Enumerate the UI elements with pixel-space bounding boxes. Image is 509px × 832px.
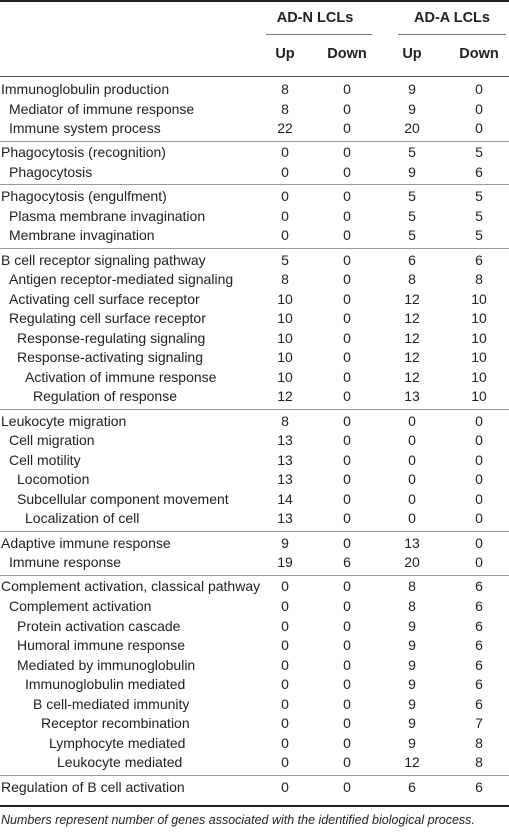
cell-ad-a-down: 6	[475, 578, 483, 595]
cell-ad-a-up: 8	[408, 578, 416, 595]
row-label: Regulation of response	[33, 388, 177, 405]
cell-ad-a-up: 12	[404, 754, 420, 771]
cell-ad-a-down: 6	[475, 637, 483, 654]
cell-ad-a-down: 10	[471, 310, 487, 327]
group-separator	[0, 409, 509, 410]
cell-ad-a-up: 0	[408, 510, 416, 527]
cell-ad-n-down: 0	[343, 310, 351, 327]
cell-ad-n-down: 0	[343, 120, 351, 137]
cell-ad-a-down: 6	[475, 251, 483, 268]
cell-ad-a-down: 0	[475, 490, 483, 507]
cell-ad-a-up: 5	[408, 207, 416, 224]
cell-ad-n-down: 0	[343, 329, 351, 346]
cell-ad-a-up: 0	[408, 451, 416, 468]
cell-ad-n-up: 13	[277, 510, 293, 527]
group-separator	[0, 531, 509, 532]
cell-ad-n-down: 0	[343, 388, 351, 405]
cell-ad-n-down: 0	[343, 271, 351, 288]
cell-ad-a-down: 0	[475, 120, 483, 137]
cell-ad-n-up: 0	[281, 754, 289, 771]
cell-ad-n-down: 0	[343, 597, 351, 614]
cell-ad-n-down: 0	[343, 207, 351, 224]
cell-ad-a-up: 13	[404, 534, 420, 551]
row-label: Receptor recombination	[41, 715, 190, 732]
header-ad-a-down: Down	[459, 46, 499, 62]
group-separator	[0, 141, 509, 142]
table-row	[0, 81, 509, 100]
table-row	[0, 779, 509, 798]
cell-ad-n-down: 0	[343, 510, 351, 527]
row-label: Phagocytosis (recognition)	[1, 144, 166, 161]
cell-ad-a-down: 5	[475, 188, 483, 205]
cell-ad-n-up: 10	[277, 290, 293, 307]
table-footnote: Numbers represent number of genes associated with the identified biological process.	[1, 813, 475, 827]
cell-ad-n-up: 12	[277, 388, 293, 405]
row-label: Lymphocyte mediated	[49, 734, 186, 751]
cell-ad-n-down: 0	[343, 676, 351, 693]
cell-ad-n-up: 0	[281, 676, 289, 693]
table-row	[0, 413, 509, 432]
cell-ad-a-up: 9	[408, 617, 416, 634]
table-row	[0, 578, 509, 597]
group-separator	[0, 248, 509, 249]
group-separator	[0, 575, 509, 576]
cell-ad-n-up: 10	[277, 368, 293, 385]
table-row	[0, 754, 509, 773]
cell-ad-a-down: 5	[475, 227, 483, 244]
cell-ad-a-down: 10	[471, 329, 487, 346]
cell-ad-n-down: 0	[343, 144, 351, 161]
table-row	[0, 330, 509, 349]
cell-ad-a-down: 0	[475, 471, 483, 488]
cell-ad-n-up: 0	[281, 695, 289, 712]
table-row	[0, 271, 509, 290]
cell-ad-n-down: 0	[343, 251, 351, 268]
cell-ad-n-down: 0	[343, 754, 351, 771]
table-bottom-rule	[0, 805, 509, 807]
cell-ad-n-up: 5	[281, 251, 289, 268]
cell-ad-n-down: 0	[343, 163, 351, 180]
row-label: Immunoglobulin mediated	[25, 676, 186, 693]
table-row	[0, 208, 509, 227]
cell-ad-n-down: 0	[343, 290, 351, 307]
table-row	[0, 554, 509, 573]
cell-ad-n-down: 0	[343, 778, 351, 795]
cell-ad-a-up: 12	[404, 290, 420, 307]
cell-ad-n-up: 10	[277, 329, 293, 346]
row-label: Localization of cell	[25, 510, 140, 527]
group-separator	[0, 184, 509, 185]
header-bottom-rule	[0, 76, 509, 77]
cell-ad-a-down: 5	[475, 144, 483, 161]
header-group-ad-n-underline	[266, 34, 372, 35]
cell-ad-a-up: 9	[408, 695, 416, 712]
cell-ad-a-up: 5	[408, 144, 416, 161]
cell-ad-n-up: 0	[281, 715, 289, 732]
table-row	[0, 101, 509, 120]
table-row	[0, 164, 509, 183]
cell-ad-n-down: 0	[343, 188, 351, 205]
row-label: Antigen receptor-mediated signaling	[9, 271, 234, 288]
row-label: Leukocyte migration	[1, 412, 127, 429]
row-label: Activation of immune response	[25, 368, 217, 385]
cell-ad-a-down: 6	[475, 676, 483, 693]
header-group-ad-a: AD-A LCLs	[414, 10, 490, 26]
row-label: Plasma membrane invagination	[9, 207, 206, 224]
row-label: Subcellular component movement	[17, 490, 229, 507]
row-label: Immune system process	[9, 120, 161, 137]
cell-ad-a-up: 9	[408, 81, 416, 97]
header-group-ad-n: AD-N LCLs	[276, 10, 354, 26]
cell-ad-n-up: 0	[281, 188, 289, 205]
cell-ad-n-up: 10	[277, 310, 293, 327]
table-row	[0, 510, 509, 529]
cell-ad-a-down: 0	[475, 451, 483, 468]
row-label: B cell receptor signaling pathway	[1, 251, 206, 268]
row-label: Membrane invagination	[9, 227, 155, 244]
cell-ad-a-down: 0	[475, 534, 483, 551]
cell-ad-n-up: 0	[281, 597, 289, 614]
cell-ad-a-down: 0	[475, 554, 483, 571]
row-label: Cell motility	[9, 451, 81, 468]
cell-ad-a-up: 20	[404, 554, 420, 571]
table-row	[0, 188, 509, 207]
cell-ad-a-down: 8	[475, 734, 483, 751]
cell-ad-a-down: 0	[475, 432, 483, 449]
cell-ad-n-up: 22	[277, 120, 293, 137]
row-label: Humoral immune response	[17, 637, 186, 654]
table-row	[0, 535, 509, 554]
table-row	[0, 471, 509, 490]
row-label: Complement activation, classical pathway	[1, 578, 261, 595]
cell-ad-n-up: 0	[281, 734, 289, 751]
cell-ad-a-up: 0	[408, 471, 416, 488]
header-ad-n-down: Down	[327, 46, 367, 62]
row-label: Phagocytosis (engulfment)	[1, 188, 167, 205]
table-row	[0, 735, 509, 754]
cell-ad-n-down: 0	[343, 349, 351, 366]
cell-ad-n-down: 0	[343, 81, 351, 97]
row-label: Regulating cell surface receptor	[9, 310, 206, 327]
cell-ad-n-up: 0	[281, 656, 289, 673]
cell-ad-a-down: 10	[471, 388, 487, 405]
cell-ad-a-down: 10	[471, 368, 487, 385]
row-label: B cell-mediated immunity	[33, 695, 190, 712]
cell-ad-a-down: 6	[475, 778, 483, 795]
cell-ad-n-up: 0	[281, 578, 289, 595]
cell-ad-a-down: 6	[475, 163, 483, 180]
table-row	[0, 291, 509, 310]
table-row	[0, 676, 509, 695]
row-label: Locomotion	[17, 471, 90, 488]
cell-ad-a-up: 6	[408, 778, 416, 795]
cell-ad-a-up: 9	[408, 734, 416, 751]
cell-ad-n-down: 0	[343, 490, 351, 507]
cell-ad-n-up: 0	[281, 207, 289, 224]
table-row	[0, 618, 509, 637]
cell-ad-n-up: 8	[281, 271, 289, 288]
cell-ad-a-down: 6	[475, 597, 483, 614]
cell-ad-a-down: 10	[471, 349, 487, 366]
cell-ad-a-up: 20	[404, 120, 420, 137]
cell-ad-n-down: 0	[343, 412, 351, 429]
row-label: Adaptive immune response	[1, 534, 171, 551]
cell-ad-n-down: 0	[343, 368, 351, 385]
row-label: Complement activation	[9, 597, 152, 614]
table-row	[0, 227, 509, 246]
row-label: Activating cell surface receptor	[9, 290, 200, 307]
cell-ad-n-up: 0	[281, 778, 289, 795]
cell-ad-a-up: 8	[408, 271, 416, 288]
table-row	[0, 252, 509, 271]
table-row	[0, 696, 509, 715]
cell-ad-a-up: 13	[404, 388, 420, 405]
cell-ad-n-up: 9	[281, 534, 289, 551]
cell-ad-a-up: 12	[404, 329, 420, 346]
cell-ad-n-up: 0	[281, 144, 289, 161]
cell-ad-a-down: 6	[475, 695, 483, 712]
cell-ad-n-down: 0	[343, 471, 351, 488]
cell-ad-a-down: 7	[475, 715, 483, 732]
cell-ad-n-up: 0	[281, 163, 289, 180]
cell-ad-a-up: 5	[408, 188, 416, 205]
cell-ad-n-down: 0	[343, 656, 351, 673]
cell-ad-a-up: 9	[408, 715, 416, 732]
cell-ad-a-up: 12	[404, 349, 420, 366]
cell-ad-n-up: 13	[277, 432, 293, 449]
table-row	[0, 349, 509, 368]
cell-ad-a-up: 12	[404, 310, 420, 327]
row-label: Immune response	[9, 554, 122, 571]
cell-ad-a-down: 6	[475, 656, 483, 673]
cell-ad-a-up: 12	[404, 368, 420, 385]
header-group-ad-a-underline	[398, 34, 506, 35]
row-label: Regulation of B cell activation	[1, 778, 185, 795]
cell-ad-n-up: 0	[281, 227, 289, 244]
cell-ad-a-up: 9	[408, 637, 416, 654]
row-label: Response-regulating signaling	[17, 329, 206, 346]
table-row	[0, 120, 509, 139]
table-top-rule	[0, 0, 509, 2]
table-row	[0, 598, 509, 617]
cell-ad-a-down: 0	[475, 100, 483, 117]
cell-ad-n-down: 0	[343, 715, 351, 732]
header-ad-n-up: Up	[275, 46, 295, 62]
cell-ad-a-down: 8	[475, 754, 483, 771]
cell-ad-n-down: 0	[343, 534, 351, 551]
cell-ad-n-up: 8	[281, 81, 289, 97]
cell-ad-n-up: 0	[281, 617, 289, 634]
cell-ad-a-up: 0	[408, 490, 416, 507]
table-row	[0, 388, 509, 407]
cell-ad-n-up: 10	[277, 349, 293, 366]
cell-ad-n-up: 14	[277, 490, 293, 507]
cell-ad-a-up: 5	[408, 227, 416, 244]
table-row	[0, 491, 509, 510]
cell-ad-a-up: 0	[408, 432, 416, 449]
cell-ad-n-down: 0	[343, 617, 351, 634]
row-label: Response-activating signaling	[17, 349, 203, 366]
group-separator	[0, 775, 509, 776]
cell-ad-a-up: 9	[408, 163, 416, 180]
cell-ad-a-down: 0	[475, 81, 483, 97]
cell-ad-n-down: 0	[343, 227, 351, 244]
table-row	[0, 144, 509, 163]
cell-ad-n-up: 13	[277, 471, 293, 488]
cell-ad-a-down: 6	[475, 617, 483, 634]
table-row	[0, 452, 509, 471]
cell-ad-a-down: 0	[475, 412, 483, 429]
cell-ad-a-up: 0	[408, 412, 416, 429]
table-row	[0, 432, 509, 451]
cell-ad-n-down: 0	[343, 637, 351, 654]
cell-ad-n-down: 0	[343, 432, 351, 449]
cell-ad-n-up: 13	[277, 451, 293, 468]
row-label: Protein activation cascade	[17, 617, 181, 634]
row-label: Phagocytosis	[9, 163, 93, 180]
cell-ad-a-down: 10	[471, 290, 487, 307]
table-row	[0, 715, 509, 734]
table-row	[0, 310, 509, 329]
table-row	[0, 369, 509, 388]
cell-ad-n-up: 19	[277, 554, 293, 571]
row-label: Immunoglobulin production	[1, 81, 170, 97]
cell-ad-n-down: 0	[343, 734, 351, 751]
cell-ad-a-down: 0	[475, 510, 483, 527]
cell-ad-n-down: 0	[343, 451, 351, 468]
cell-ad-n-up: 8	[281, 100, 289, 117]
row-label: Mediated by immunoglobulin	[17, 656, 196, 673]
row-label: Cell migration	[9, 432, 95, 449]
header-ad-a-up: Up	[402, 46, 422, 62]
cell-ad-n-down: 0	[343, 695, 351, 712]
cell-ad-a-up: 9	[408, 676, 416, 693]
table-row	[0, 657, 509, 676]
cell-ad-n-up: 0	[281, 637, 289, 654]
cell-ad-a-up: 9	[408, 656, 416, 673]
cell-ad-a-up: 9	[408, 100, 416, 117]
cell-ad-n-down: 0	[343, 578, 351, 595]
cell-ad-n-down: 0	[343, 100, 351, 117]
cell-ad-a-down: 8	[475, 271, 483, 288]
table-row	[0, 637, 509, 656]
cell-ad-a-up: 6	[408, 251, 416, 268]
cell-ad-a-up: 8	[408, 597, 416, 614]
row-label: Leukocyte mediated	[57, 754, 183, 771]
cell-ad-n-down: 6	[343, 554, 351, 571]
row-label: Mediator of immune response	[9, 100, 195, 117]
cell-ad-a-down: 5	[475, 207, 483, 224]
cell-ad-n-up: 8	[281, 412, 289, 429]
